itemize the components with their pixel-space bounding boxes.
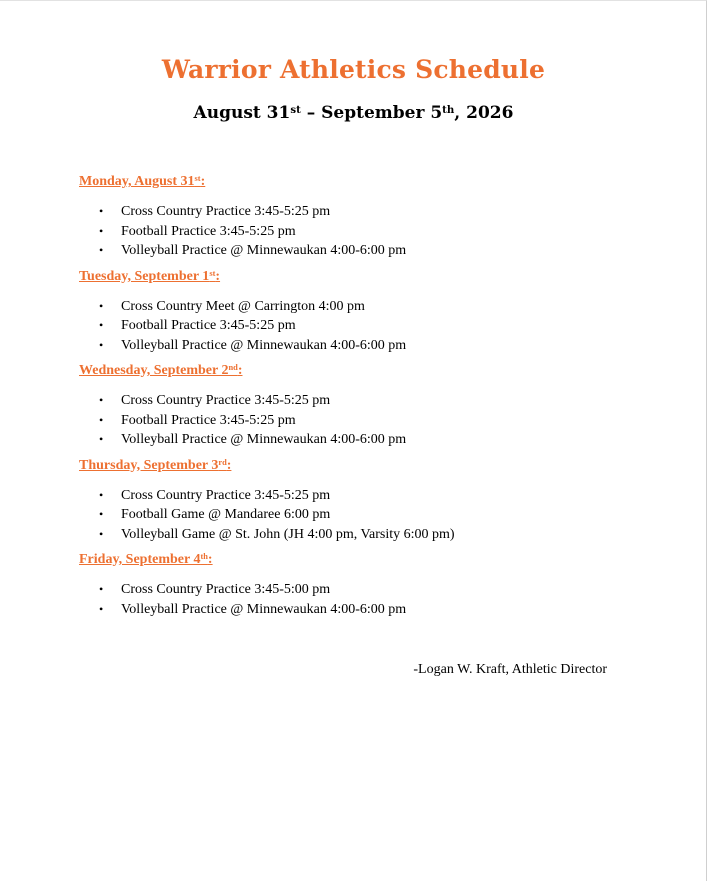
bullet-icon: • xyxy=(99,243,104,257)
event-text: Volleyball Game @ St. John (JH 4:00 pm, Varsity 6:00 pm) xyxy=(121,526,455,542)
day-section xyxy=(79,267,679,356)
event-text: Volleyball Practice @ Minnewaukan 4:00-6:00 pm xyxy=(121,243,407,258)
event-list xyxy=(79,202,679,261)
date-range-end: September 5 xyxy=(321,103,443,123)
event-text: Football Practice 3:45-5:25 pm xyxy=(121,318,296,333)
day-section xyxy=(79,550,679,619)
bullet-icon: • xyxy=(99,507,104,521)
day-heading xyxy=(79,456,679,476)
event-item xyxy=(79,580,679,600)
day-section xyxy=(79,172,679,261)
event-item xyxy=(79,505,679,525)
bullet-icon: • xyxy=(99,223,104,238)
day-heading-label: Monday, August 31 xyxy=(79,174,195,189)
bullet-icon: • xyxy=(99,318,104,332)
day-heading-suffix: st xyxy=(209,268,216,278)
date-range-separator: – xyxy=(300,103,322,123)
schedule-list xyxy=(79,172,679,625)
event-text: Cross Country Meet @ Carrington 4:00 pm xyxy=(121,298,365,314)
bullet-icon: • xyxy=(99,337,104,352)
event-text: Cross Country Practice 3:45-5:25 pm xyxy=(121,487,331,503)
event-item xyxy=(79,316,679,336)
event-item xyxy=(79,297,679,317)
event-text: Cross Country Practice 3:45-5:25 pm xyxy=(121,204,331,219)
bullet-icon: • xyxy=(99,412,104,427)
day-heading-label: Wednesday, September 2 xyxy=(79,363,229,378)
event-text: Football Game @ Mandaree 6:00 pm xyxy=(121,507,331,522)
bullet-icon: • xyxy=(99,298,104,313)
event-item xyxy=(79,391,679,411)
date-range-year: , 2026 xyxy=(454,103,514,123)
day-heading-suffix: rd xyxy=(218,457,227,467)
day-heading-suffix: th xyxy=(200,552,208,562)
event-text: Cross Country Practice 3:45-5:25 pm xyxy=(121,393,331,408)
day-heading-colon: : xyxy=(226,457,232,473)
day-heading-colon: : xyxy=(215,268,221,284)
day-heading xyxy=(79,267,679,287)
day-heading-label: Tuesday, September 1 xyxy=(79,268,210,284)
bullet-icon: • xyxy=(99,526,104,541)
bullet-icon: • xyxy=(99,204,104,218)
bullet-icon: • xyxy=(99,432,104,446)
day-heading xyxy=(79,361,679,381)
event-item xyxy=(79,525,679,545)
day-heading xyxy=(79,550,679,570)
date-range-start: August 31 xyxy=(193,103,291,123)
bullet-icon: • xyxy=(99,582,104,596)
event-item xyxy=(79,430,679,450)
day-heading-colon: : xyxy=(207,552,213,567)
event-list xyxy=(79,580,679,619)
day-heading-colon: : xyxy=(200,174,206,189)
page-title: Warrior Athletics Schedule xyxy=(161,55,546,84)
event-item xyxy=(79,222,679,242)
day-heading-suffix: st xyxy=(194,174,201,184)
signature: -Logan W. Kraft, Athletic Director xyxy=(413,662,607,677)
event-item xyxy=(79,336,679,356)
date-range-start-suffix: st xyxy=(290,104,301,117)
event-text: Volleyball Practice @ Minnewaukan 4:00-6:00 pm xyxy=(121,337,407,353)
event-item xyxy=(79,202,679,222)
day-heading-label: Thursday, September 3 xyxy=(79,457,219,473)
event-item xyxy=(79,241,679,261)
day-section xyxy=(79,361,679,450)
date-range-end-suffix: th xyxy=(442,104,455,117)
bullet-icon: • xyxy=(99,393,104,407)
bullet-icon: • xyxy=(99,601,104,616)
event-item xyxy=(79,411,679,431)
event-text: Cross Country Practice 3:45-5:00 pm xyxy=(121,582,331,597)
day-heading-colon: : xyxy=(237,363,243,378)
day-heading-suffix: nd xyxy=(228,363,238,373)
date-range-subtitle xyxy=(0,103,707,123)
day-heading-label: Friday, September 4 xyxy=(79,552,201,567)
event-item xyxy=(79,600,679,620)
bullet-icon: • xyxy=(99,487,104,502)
event-item xyxy=(79,486,679,506)
event-text: Volleyball Practice @ Minnewaukan 4:00-6:00 pm xyxy=(121,432,407,447)
event-text: Football Practice 3:45-5:25 pm xyxy=(121,412,296,428)
day-section xyxy=(79,456,679,545)
event-list xyxy=(79,297,679,356)
event-list xyxy=(79,391,679,450)
event-text: Volleyball Practice @ Minnewaukan 4:00-6:00 pm xyxy=(121,601,407,617)
event-list xyxy=(79,486,679,545)
day-heading xyxy=(79,172,679,192)
event-text: Football Practice 3:45-5:25 pm xyxy=(121,223,296,239)
